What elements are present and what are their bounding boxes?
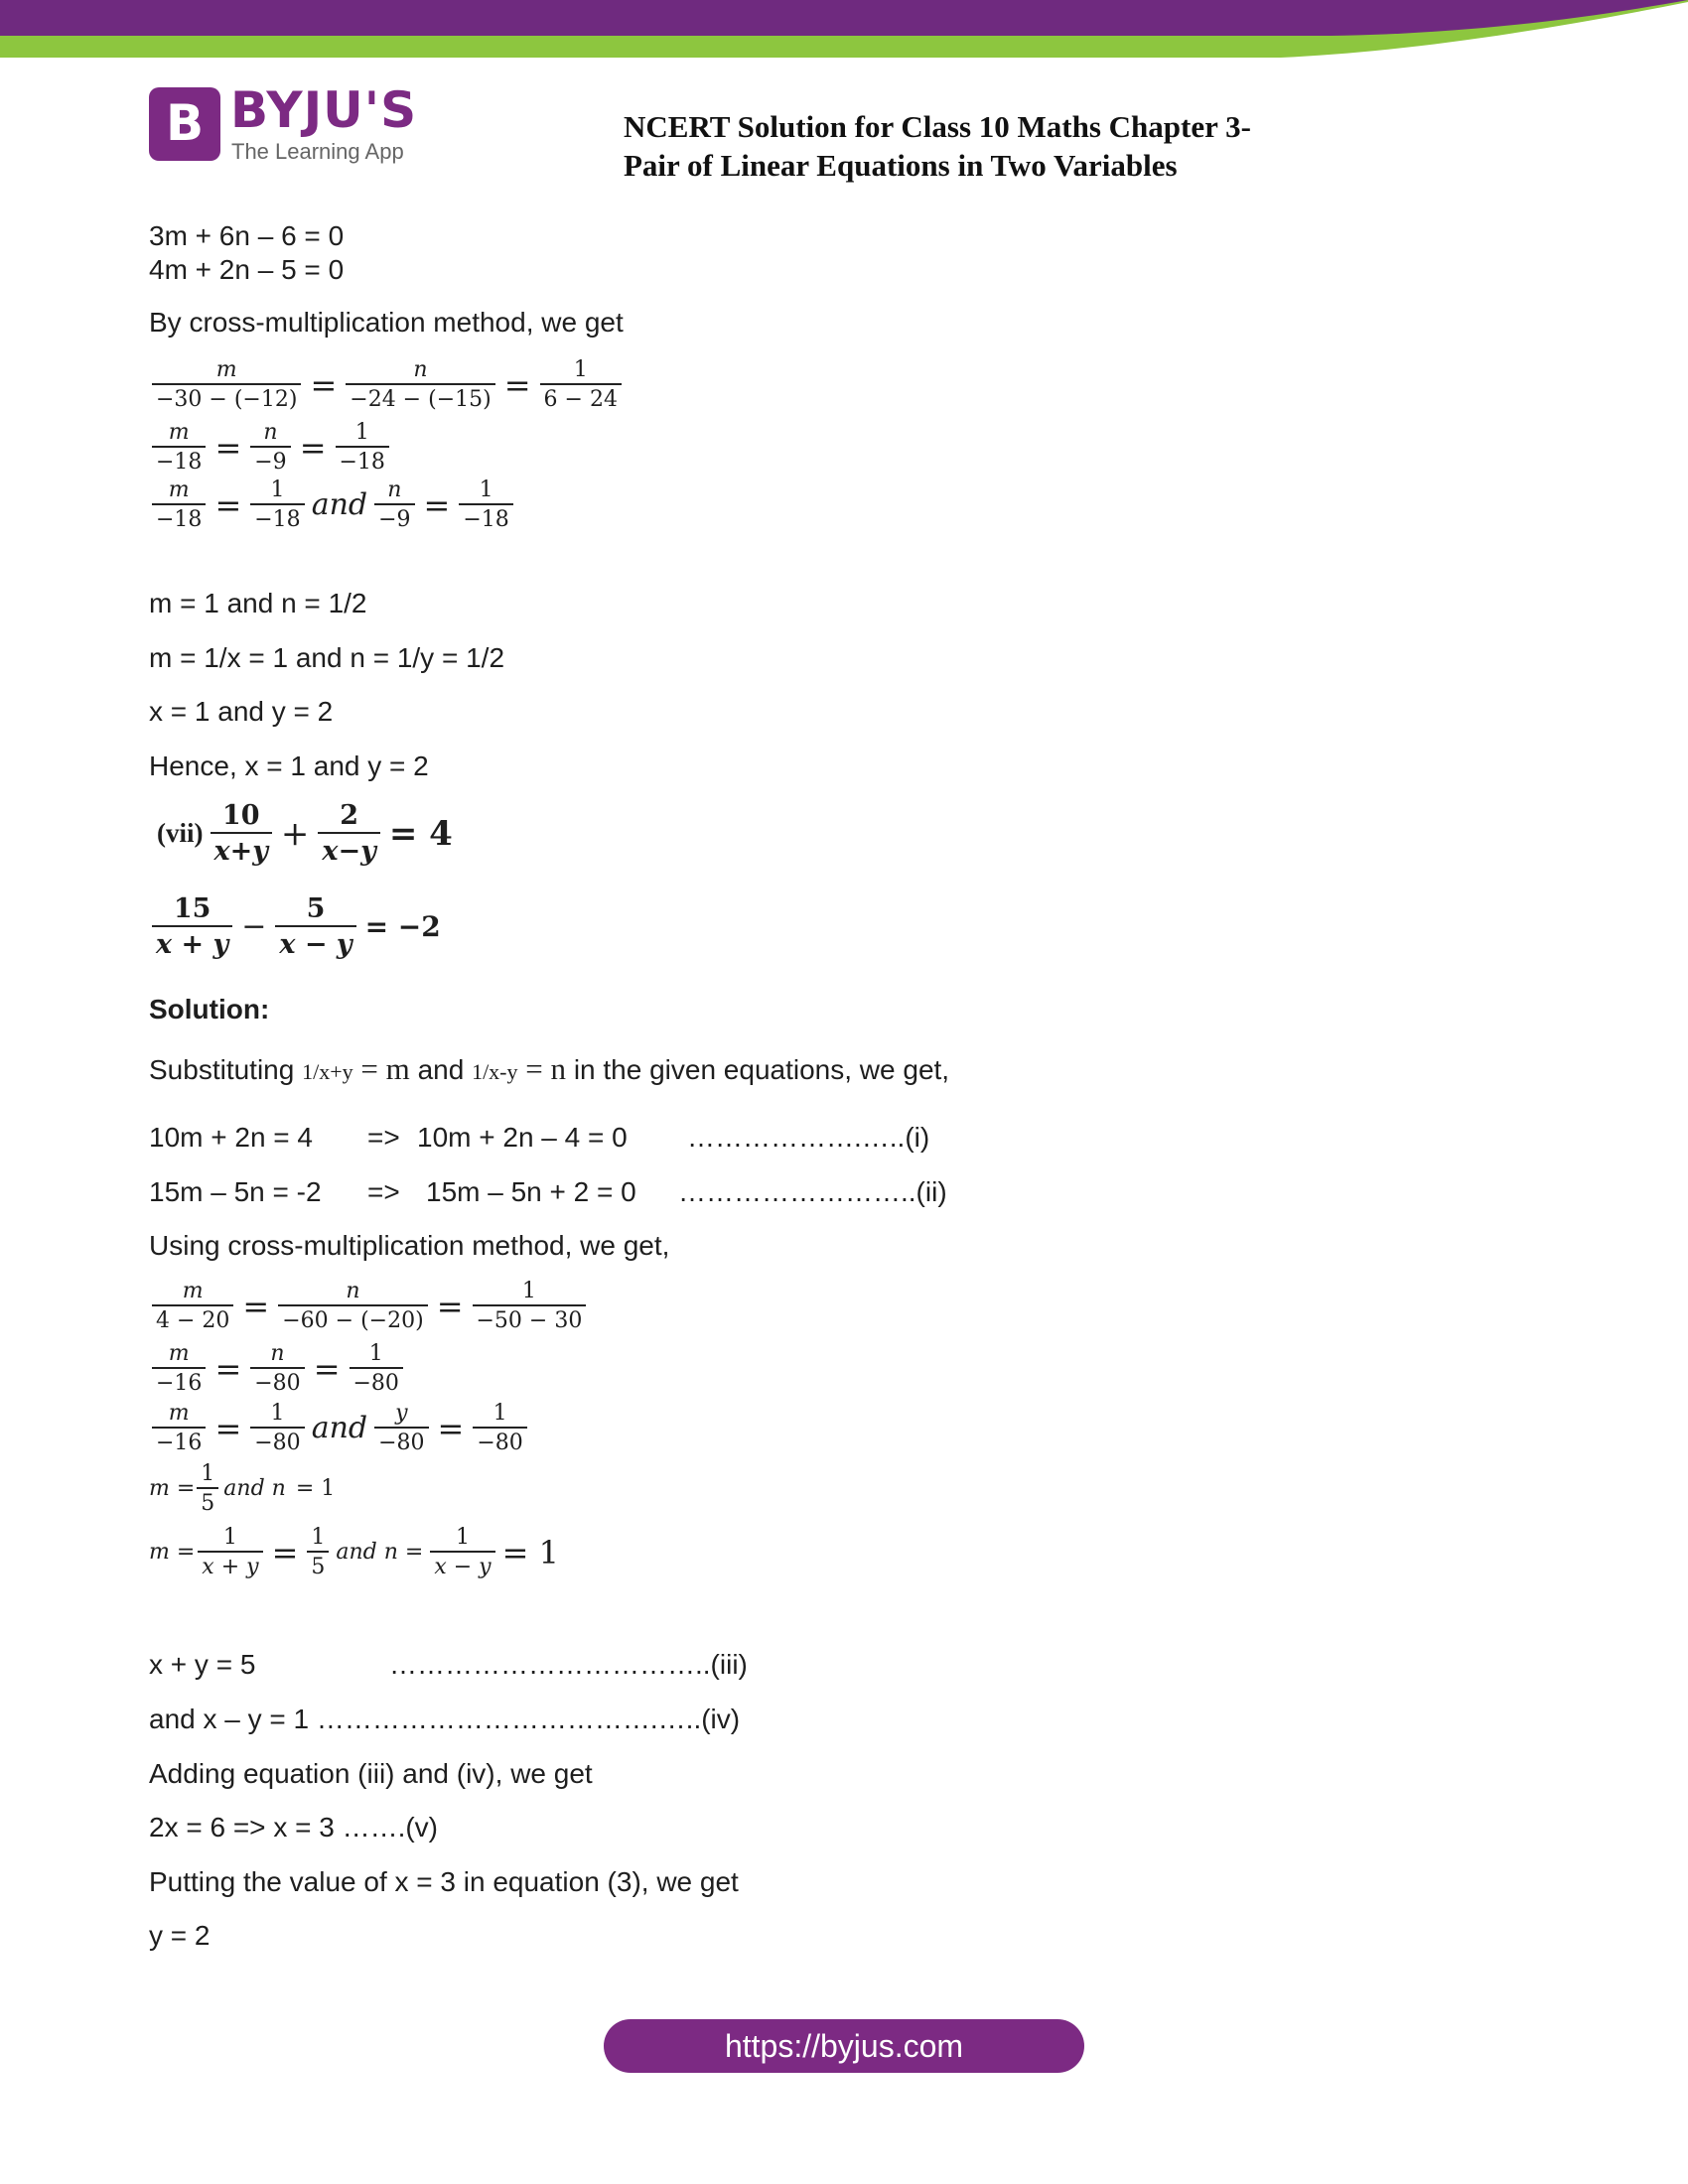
header-color-band xyxy=(0,0,1688,69)
title-line-1: NCERT Solution for Class 10 Maths Chapter 3- xyxy=(624,109,1251,144)
fraction: $\frac{n}{-60 - (-20)}$ xyxy=(278,1279,427,1334)
fraction: $\frac{m}{4 - 20}$ xyxy=(152,1279,233,1334)
fraction: $\frac{m}{-18}$ xyxy=(152,420,206,476)
fraction: $\frac{1}{-80}$ xyxy=(473,1401,526,1456)
fraction: $\frac{1}{-18}$ xyxy=(336,420,389,476)
equals-sign: = xyxy=(437,1409,465,1447)
fraction: $\frac{n}{-9}$ xyxy=(250,420,290,476)
fraction: $\frac{1}{-50 - 30}$ xyxy=(473,1279,587,1334)
cross-mult-equation-6 xyxy=(149,1401,530,1456)
equation-line-iii: x + y = 5 ……………………………..(iii) xyxy=(149,1649,748,1680)
result-line: m = 1 and n = 1/2 xyxy=(149,588,367,618)
result-line: m = 1/x = 1 and n = 1/y = 1/2 xyxy=(149,642,505,673)
fraction: $\frac{n}{-80}$ xyxy=(250,1341,304,1397)
equals-sign: = xyxy=(214,485,242,524)
minus-sign: − xyxy=(241,909,267,945)
fraction: 10 x+y xyxy=(211,800,272,867)
equation-line: 3m + 6n – 6 = 0 xyxy=(149,220,345,251)
cross-mult-equation-3 xyxy=(149,478,516,533)
logo-letter: B xyxy=(165,94,205,152)
fraction: $\frac{n}{-9}$ xyxy=(374,478,414,533)
fraction: $\frac{m}{-16}$ xyxy=(152,1341,206,1397)
cross-mult-equation-2 xyxy=(149,420,392,476)
plus-sign: + xyxy=(280,813,310,854)
fraction: $\frac{5}{x - y}$ xyxy=(275,893,355,960)
fraction: $\frac{1}{-18}$ xyxy=(250,478,304,533)
cross-mult-equation-4 xyxy=(149,1279,589,1334)
fraction: $\frac{m}{-30 - (-12)}$ xyxy=(152,357,301,413)
result-line: Hence, x = 1 and y = 2 xyxy=(149,751,429,781)
fraction: $\frac{2}{x-y}$ xyxy=(318,800,379,867)
and-word: and xyxy=(311,487,368,523)
fraction: $\frac{1}{x - y}$ xyxy=(430,1525,494,1580)
fraction: $\frac{y}{-80}$ xyxy=(374,1401,428,1456)
equals-sign: = xyxy=(271,1533,299,1571)
brand-name: BYJU'S xyxy=(230,81,418,139)
fraction: $\frac{n}{-24 - (-15)}$ xyxy=(346,357,494,413)
equals-sign: = xyxy=(299,428,327,467)
paragraph: By cross-multiplication method, we get xyxy=(149,307,624,338)
question-vii-equation-2 xyxy=(149,893,441,960)
equation-line-iv: and x – y = 1 ……………………………….…..(iv) xyxy=(149,1704,741,1734)
substitution-line: Substituting 1/x+y = m and 1/x-y = n in the given equations, we get, xyxy=(149,1051,950,1086)
solution-heading: Solution: xyxy=(149,994,270,1024)
paragraph: Putting the value of x = 3 in equation (3), we get xyxy=(149,1866,739,1897)
m-n-values-equation: m = $\frac{1}{5}$ and n = 1 xyxy=(149,1461,336,1517)
equals-sign: = xyxy=(214,1349,242,1388)
fraction: $\frac{1}{-18}$ xyxy=(459,478,512,533)
title-line-2: Pair of Linear Equations in Two Variables xyxy=(624,148,1178,183)
equation-line-i: 10m + 2n = 4 => 10m + 2n – 4 = 0 ……………….…..(i) xyxy=(149,1122,930,1153)
fraction: $\frac{m}{-18}$ xyxy=(152,478,206,533)
equals-sign: = xyxy=(214,1409,242,1447)
question-vii-equation-1 xyxy=(157,800,453,867)
result-line: y = 2 xyxy=(149,1920,211,1951)
fraction: $\frac{1}{6 - 24}$ xyxy=(540,357,622,413)
logo-badge xyxy=(149,87,220,161)
fraction: $\frac{m}{-16}$ xyxy=(152,1401,206,1456)
m-n-reciprocal-equation: m = $\frac{1}{x + y}$ = $\frac{1}{5}$ and n = $\frac{1}{x - y}$ = 1 xyxy=(149,1525,559,1580)
fraction: $\frac{1}{5}$ xyxy=(197,1461,218,1517)
fraction: $\frac{1}{-80}$ xyxy=(250,1401,304,1456)
fraction: 15 x + y xyxy=(152,893,232,960)
equation-line: 4m + 2n – 5 = 0 xyxy=(149,254,345,285)
equation-line-ii: 15m – 5n = -2 => 15m – 5n + 2 = 0 ……………………..(ii) xyxy=(149,1176,947,1207)
cross-mult-equation-5 xyxy=(149,1341,406,1397)
equation-rhs: = 4 xyxy=(388,813,453,854)
paragraph: Using cross-multiplication method, we get, xyxy=(149,1230,670,1261)
equals-sign: = xyxy=(503,365,531,404)
equals-sign: = xyxy=(310,365,338,404)
fraction: $\frac{1}{x + y}$ xyxy=(198,1525,262,1580)
paragraph: Adding equation (iii) and (iv), we get xyxy=(149,1758,593,1789)
page-title xyxy=(624,107,1251,185)
fraction: $\frac{1}{-80}$ xyxy=(350,1341,403,1397)
question-number: (vii) xyxy=(157,818,204,849)
result-line: 2x = 6 => x = 3 …….(v) xyxy=(149,1812,439,1843)
and-word: and xyxy=(311,1411,368,1446)
equals-sign: = xyxy=(436,1287,464,1325)
website-link[interactable]: https://byjus.com xyxy=(604,2019,1084,2073)
equals-sign: = xyxy=(214,428,242,467)
equals-sign: = xyxy=(242,1287,270,1325)
equation-rhs: = −2 xyxy=(364,910,441,944)
equals-sign: = xyxy=(423,485,451,524)
brand-tagline: The Learning App xyxy=(231,139,404,164)
fraction: $\frac{1}{5}$ xyxy=(307,1525,329,1580)
equals-sign: = xyxy=(313,1349,341,1388)
cross-mult-equation-1 xyxy=(149,357,625,413)
result-line: x = 1 and y = 2 xyxy=(149,696,334,727)
byjus-logo xyxy=(149,81,427,165)
